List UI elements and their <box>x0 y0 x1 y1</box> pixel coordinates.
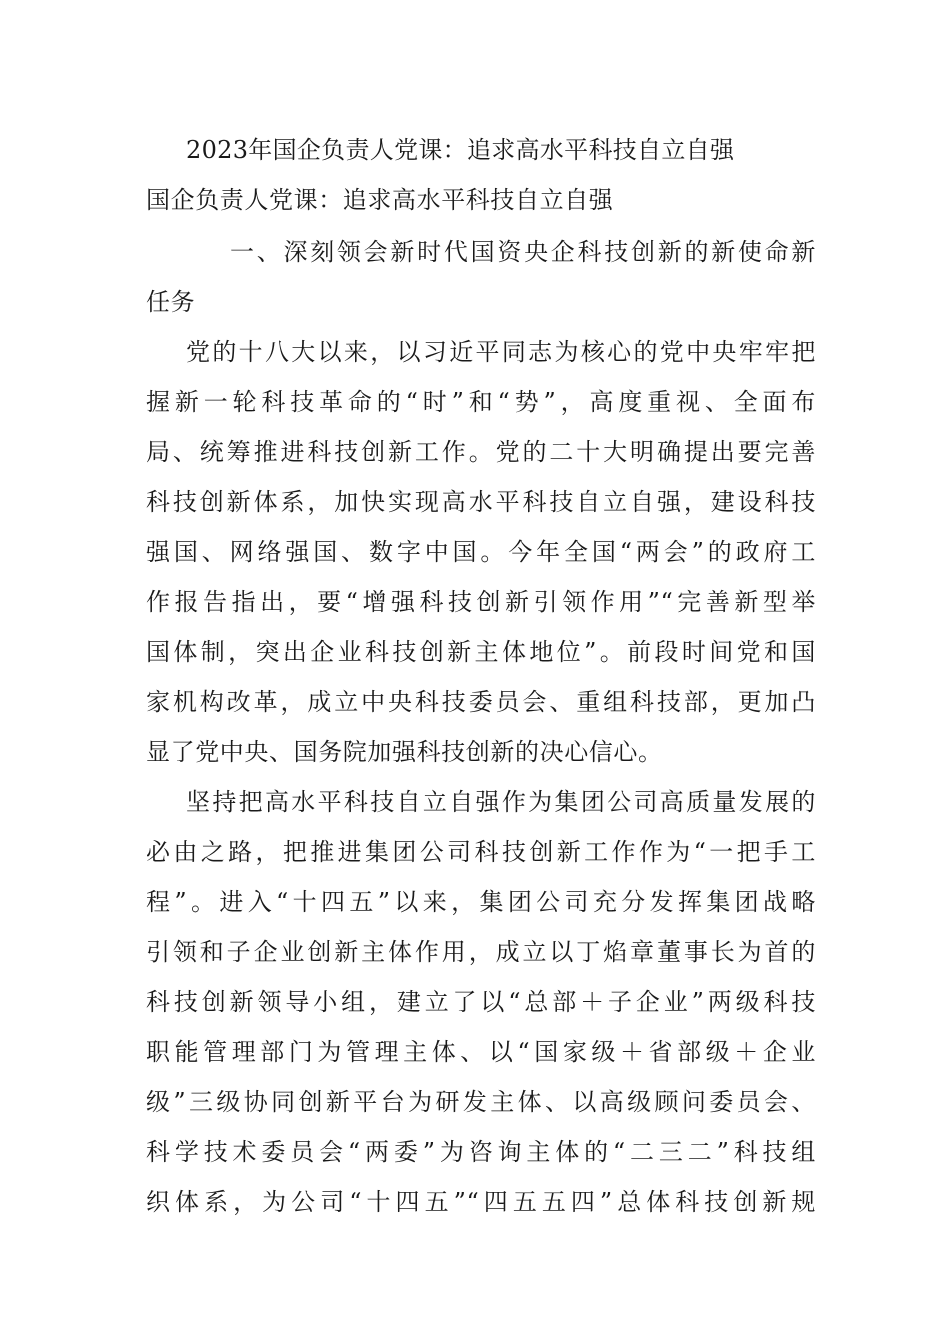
paragraph-2-line: 必由之路，把推进集团公司科技创新工作作为“一把手工 <box>146 838 816 866</box>
paragraph-2-line: 科技创新领导小组，建立了以“总部＋子企业”两级科技 <box>146 988 816 1016</box>
paragraph-1-line: 国体制，突出企业科技创新主体地位”。前段时间党和国 <box>146 638 816 666</box>
paragraph-1-line: 显了党中央、国务院加强科技创新的决心信心。 <box>146 738 663 766</box>
paragraph-1-line: 党的十八大以来，以习近平同志为核心的党中央牢牢把 <box>186 338 816 366</box>
paragraph-1-line: 局、统筹推进科技创新工作。党的二十大明确提出要完善 <box>146 438 816 466</box>
document-title: 2023年国企负责人党课：追求高水平科技自立自强 <box>186 136 735 164</box>
paragraph-2-line: 科学技术委员会“两委”为咨询主体的“二三二”科技组 <box>146 1138 816 1166</box>
paragraph-1-line: 科技创新体系，加快实现高水平科技自立自强，建设科技 <box>146 488 816 516</box>
paragraph-1-line: 强国、网络强国、数字中国。今年全国“两会”的政府工 <box>146 538 816 566</box>
paragraph-1-line: 作报告指出，要“增强科技创新引领作用”“完善新型举 <box>146 588 816 616</box>
paragraph-2-line: 职能管理部门为管理主体、以“国家级＋省部级＋企业 <box>146 1038 816 1066</box>
paragraph-2-line: 引领和子企业创新主体作用，成立以丁焰章董事长为首的 <box>146 938 816 966</box>
paragraph-2-line: 织体系，为公司“十四五”“四五五四”总体科技创新规 <box>146 1188 816 1216</box>
paragraph-2-line: 程”。进入“十四五”以来，集团公司充分发挥集团战略 <box>146 888 816 916</box>
paragraph-2-line: 级”三级协同创新平台为研发主体、以高级顾问委员会、 <box>146 1088 816 1116</box>
paragraph-1-line: 握新一轮科技革命的“时”和“势”，高度重视、全面布 <box>146 388 816 416</box>
paragraph-1-line: 家机构改革，成立中央科技委员会、重组科技部，更加凸 <box>146 688 816 716</box>
section-heading-line-2: 任务 <box>146 288 196 316</box>
paragraph-2-line: 坚持把高水平科技自立自强作为集团公司高质量发展的 <box>186 788 816 816</box>
document-subtitle: 国企负责人党课：追求高水平科技自立自强 <box>146 186 614 214</box>
section-heading-line-1: 一、深刻领会新时代国资央企科技创新的新使命新 <box>230 238 816 266</box>
